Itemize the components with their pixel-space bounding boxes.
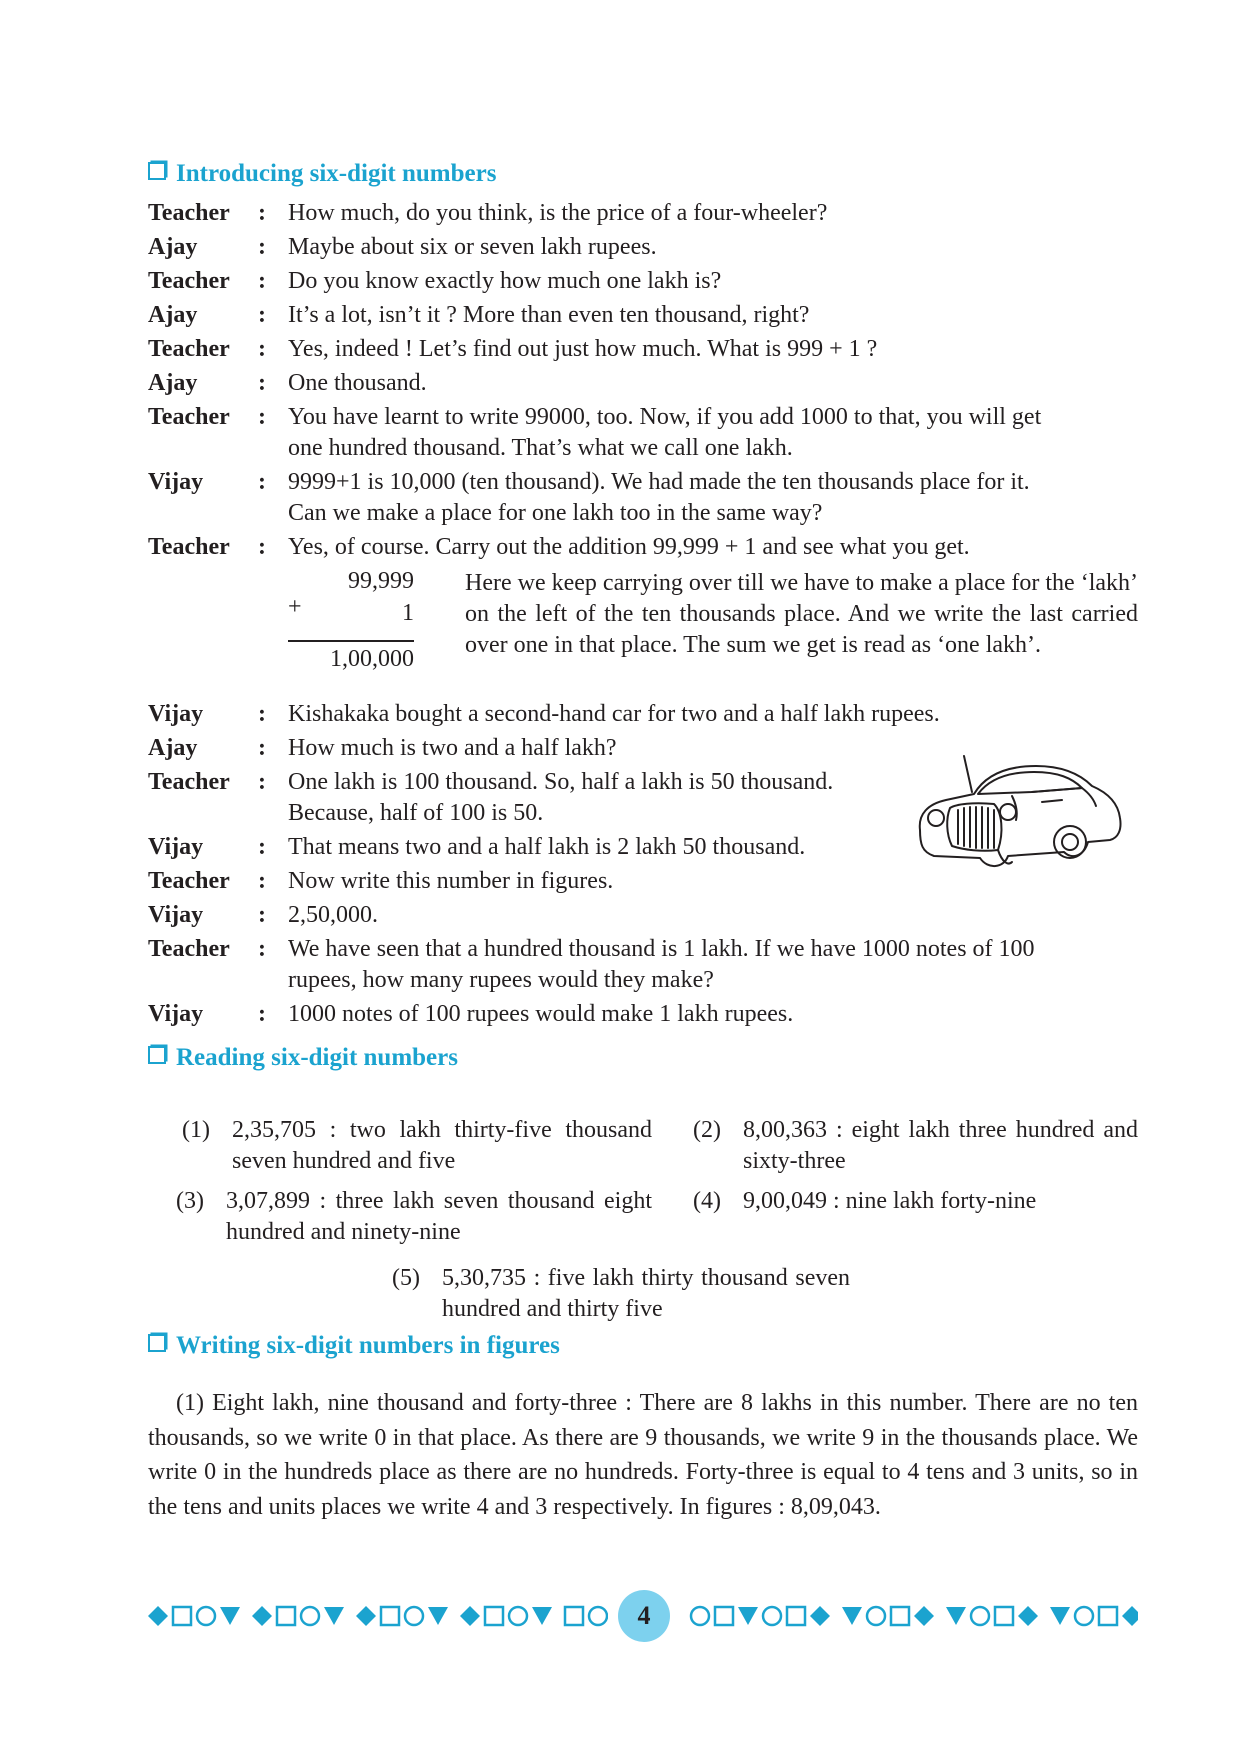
item-text: 9,00,049 : nine lakh forty-nine	[743, 1188, 1037, 1214]
footer-ornament-icon	[891, 1607, 909, 1625]
dialogue-block-1	[148, 198, 1138, 563]
footer-ornament-icon	[1018, 1606, 1038, 1626]
footer-ornament-icon	[1050, 1607, 1070, 1625]
speaker: Teacher	[148, 268, 230, 294]
addend-1: 99,999	[348, 568, 414, 594]
footer-ornament-icon	[738, 1607, 758, 1625]
footer-ornament-icon	[1099, 1607, 1117, 1625]
dialogue-line: One thousand.	[288, 370, 427, 396]
speaker: Vijay	[148, 701, 204, 727]
addend-2: 1	[402, 600, 414, 626]
dialogue-line: rupees, how many rupees would they make?	[288, 967, 714, 993]
speaker: Ajay	[148, 370, 198, 396]
sum-rule	[288, 640, 414, 642]
dialogue-line: Because, half of 100 is 50.	[288, 800, 544, 826]
dialogue-row	[148, 900, 1138, 931]
item-text: 3,07,899 : three lakh seven thousand eight hundred and ninety-nine	[226, 1188, 652, 1245]
speaker: Ajay	[148, 302, 198, 328]
section-heading-reading	[148, 1044, 458, 1072]
speaker: Ajay	[148, 735, 198, 761]
dialogue-line: 9999+1 is 10,000 (ten thousand). We had made the ten thousands place for it.	[288, 469, 1030, 495]
dialogue-row	[148, 368, 1138, 399]
dialogue-row	[148, 198, 1138, 229]
dialogue-line: Now write this number in figures.	[288, 868, 614, 894]
reading-item-5	[392, 1263, 850, 1325]
footer-ornament-icon	[428, 1607, 448, 1625]
speaker: Vijay	[148, 834, 204, 860]
speaker: Teacher	[148, 404, 230, 430]
checkbox-bullet-icon	[148, 1046, 166, 1064]
car-illustration	[912, 752, 1128, 872]
item-number: (3)	[176, 1188, 204, 1214]
footer-ornament-icon	[867, 1607, 885, 1625]
addition-sum	[288, 568, 414, 678]
footer-ornament-icon	[220, 1607, 240, 1625]
footer-ornament-icon	[405, 1607, 423, 1625]
colon: :	[258, 302, 266, 328]
dialogue-line: How much is two and a half lakh?	[288, 735, 617, 761]
footer-ornament-icon	[691, 1607, 709, 1625]
footer-ornament-icon	[1075, 1607, 1093, 1625]
dialogue-row	[148, 334, 1138, 365]
dialogue-line: Do you know exactly how much one lakh is?	[288, 268, 722, 294]
page-number: 4	[618, 1590, 670, 1642]
footer-ornament-icon	[509, 1607, 527, 1625]
dialogue-line: 1000 notes of 100 rupees would make 1 lakh rupees.	[288, 1001, 794, 1027]
dialogue-line: It’s a lot, isn’t it ? More than even ten thousand, right?	[288, 302, 810, 328]
colon: :	[258, 469, 266, 495]
footer-ornament-icon	[301, 1607, 319, 1625]
speaker: Teacher	[148, 936, 230, 962]
dialogue-line: How much, do you think, is the price of a four-wheeler?	[288, 200, 828, 226]
colon: :	[258, 735, 266, 761]
colon: :	[258, 902, 266, 928]
dialogue-line: You have learnt to write 99000, too. Now, if you add 1000 to that, you will get	[288, 404, 1042, 430]
footer-ornament-left	[148, 1588, 608, 1644]
item-text: 5,30,735 : five lakh thirty thousand seven hundred and thirty five	[442, 1265, 850, 1322]
reading-item-4	[693, 1186, 1138, 1217]
colon: :	[258, 834, 266, 860]
footer-ornament-icon	[277, 1607, 295, 1625]
colon: :	[258, 336, 266, 362]
footer-ornament-icon	[946, 1607, 966, 1625]
heading-text: Introducing six-digit numbers	[176, 160, 497, 187]
item-number: (4)	[693, 1188, 721, 1214]
footer-ornament-icon	[971, 1607, 989, 1625]
footer-ornament-icon	[995, 1607, 1013, 1625]
item-number: (1)	[182, 1117, 210, 1143]
colon: :	[258, 370, 266, 396]
footer-ornament-icon	[381, 1607, 399, 1625]
dialogue-row	[148, 999, 1138, 1030]
page-footer	[148, 1588, 1138, 1638]
footer-ornament-icon	[324, 1607, 344, 1625]
footer-ornament-icon	[565, 1607, 583, 1625]
dialogue-row	[148, 699, 1138, 730]
speaker: Teacher	[148, 868, 230, 894]
sum-result: 1,00,000	[330, 646, 414, 672]
speaker: Vijay	[148, 902, 204, 928]
dialogue-line: Maybe about six or seven lakh rupees.	[288, 234, 657, 260]
dialogue-row	[148, 532, 1138, 563]
footer-ornament-icon	[1122, 1606, 1138, 1626]
writing-paragraph: (1) Eight lakh, nine thousand and forty-three : There are 8 lakhs in this number. There are no ten thousands, so we write 0 in that place. As there are 9 thousands, we write 9 in the thousands place. We write 0 in the hundreds place as there are no hundreds. Forty-three is equal to 4 tens and 3 units, so in the tens and units places we write 4 and 3 respectively. In figures : 8,09,043.	[148, 1390, 1138, 1520]
footer-ornament-icon	[810, 1606, 830, 1626]
colon: :	[258, 936, 266, 962]
section-heading-writing	[148, 1332, 560, 1360]
footer-ornament-icon	[485, 1607, 503, 1625]
colon: :	[258, 769, 266, 795]
dialogue-row	[148, 934, 1138, 996]
footer-ornament-icon	[356, 1606, 376, 1626]
colon: :	[258, 200, 266, 226]
reading-item-3	[176, 1186, 652, 1248]
dialogue-row	[148, 266, 1138, 297]
colon: :	[258, 868, 266, 894]
item-number: (5)	[392, 1265, 420, 1291]
footer-ornament-icon	[715, 1607, 733, 1625]
addition-explanation: Here we keep carrying over till we have to make a place for the ‘lakh’ on the left of the ten thousands place. And we write the last carried over one in that place. The sum we get is read as ‘one lakh’.	[465, 570, 1139, 658]
footer-ornament-icon	[763, 1607, 781, 1625]
reading-item-2	[693, 1115, 1138, 1177]
speaker: Teacher	[148, 336, 230, 362]
footer-ornament-icon	[914, 1606, 934, 1626]
colon: :	[258, 404, 266, 430]
section-heading-introducing	[148, 160, 496, 188]
footer-ornament-icon	[148, 1606, 168, 1626]
footer-ornament-icon	[787, 1607, 805, 1625]
footer-ornament-icon	[842, 1607, 862, 1625]
dialogue-line: One lakh is 100 thousand. So, half a lakh is 50 thousand.	[288, 769, 834, 795]
footer-ornament-icon	[532, 1607, 552, 1625]
dialogue-row	[148, 300, 1138, 331]
heading-text: Reading six-digit numbers	[176, 1044, 458, 1071]
speaker: Vijay	[148, 1001, 204, 1027]
footer-ornament-icon	[589, 1607, 607, 1625]
footer-ornament-icon	[460, 1606, 480, 1626]
checkbox-bullet-icon	[148, 162, 166, 180]
reading-item-1	[182, 1115, 652, 1177]
colon: :	[258, 534, 266, 560]
speaker: Ajay	[148, 234, 198, 260]
plus-sign: +	[288, 594, 302, 620]
dialogue-line: 2,50,000.	[288, 902, 378, 928]
dialogue-line: one hundred thousand. That’s what we call one lakh.	[288, 435, 793, 461]
dialogue-line: Yes, indeed ! Let’s find out just how much. What is 999 + 1 ?	[288, 336, 878, 362]
speaker: Teacher	[148, 200, 230, 226]
heading-text: Writing six-digit numbers in figures	[176, 1332, 560, 1359]
item-text: 2,35,705 : two lakh thirty-five thousand seven hundred and five	[232, 1117, 652, 1174]
footer-ornament-icon	[197, 1607, 215, 1625]
speaker: Teacher	[148, 769, 230, 795]
dialogue-row	[148, 402, 1138, 464]
dialogue-line: Kishakaka bought a second-hand car for two and a half lakh rupees.	[288, 701, 940, 727]
dialogue-line: That means two and a half lakh is 2 lakh 50 thousand.	[288, 834, 806, 860]
colon: :	[258, 268, 266, 294]
dialogue-line: Yes, of course. Carry out the addition 99,999 + 1 and see what you get.	[288, 534, 970, 560]
checkbox-bullet-icon	[148, 1334, 166, 1352]
footer-ornament-right	[688, 1588, 1138, 1644]
speaker: Teacher	[148, 534, 230, 560]
colon: :	[258, 1001, 266, 1027]
dialogue-line: Can we make a place for one lakh too in the same way?	[288, 500, 823, 526]
dialogue-row	[148, 232, 1138, 263]
footer-ornament-icon	[173, 1607, 191, 1625]
colon: :	[258, 234, 266, 260]
colon: :	[258, 701, 266, 727]
dialogue-row	[148, 467, 1138, 529]
item-number: (2)	[693, 1117, 721, 1143]
footer-ornament-icon	[252, 1606, 272, 1626]
dialogue-line: We have seen that a hundred thousand is 1 lakh. If we have 1000 notes of 100	[288, 936, 1035, 962]
item-text: 8,00,363 : eight lakh three hundred and sixty-three	[743, 1117, 1138, 1174]
speaker: Vijay	[148, 469, 204, 495]
